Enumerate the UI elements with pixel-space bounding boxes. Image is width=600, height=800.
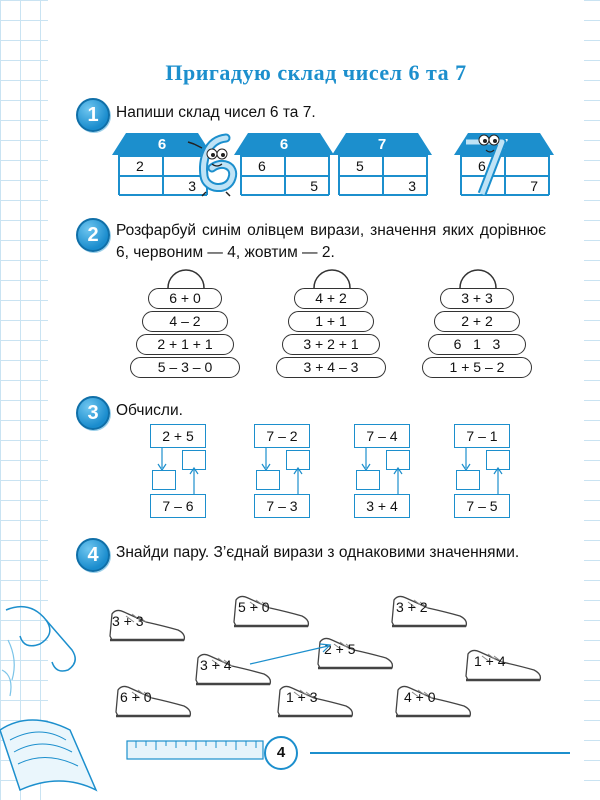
flow-arrows xyxy=(352,446,412,496)
workbook-page xyxy=(48,0,584,800)
expression-box: 2 + 5 xyxy=(150,424,206,448)
house-cell[interactable] xyxy=(339,176,383,196)
sneaker-card[interactable] xyxy=(230,588,312,632)
pyramid-ring[interactable]: 6 1 3 xyxy=(428,334,526,355)
ruler-illustration xyxy=(126,740,266,762)
pyramid-ring[interactable]: 4 + 2 xyxy=(294,288,368,309)
sneaker-expression: 1 + 4 xyxy=(474,653,506,669)
expression-box: 7 – 2 xyxy=(254,424,310,448)
house-cell[interactable] xyxy=(285,156,329,176)
house-cell[interactable]: 6 xyxy=(461,156,505,176)
task-2-text: Розфарбуй синім олівцем вирази, значення яких дорівнює 6, червоним — 4, жовтим — 2. xyxy=(116,222,546,261)
flow-arrows xyxy=(252,446,312,496)
number-six-character-illustration xyxy=(186,132,252,198)
house-cell[interactable] xyxy=(383,156,427,176)
pyramid-ring[interactable]: 2 + 1 + 1 xyxy=(136,334,234,355)
task-3-text: Обчисли. xyxy=(116,402,183,419)
pyramid-ring[interactable]: 1 + 5 – 2 xyxy=(422,357,532,378)
expression-box: 7 – 4 xyxy=(354,424,410,448)
house-roof-number: 7 xyxy=(377,136,387,153)
house-cell[interactable]: 3 xyxy=(383,176,427,196)
sneaker-expression: 2 + 5 xyxy=(324,641,356,657)
flow-arrows xyxy=(452,446,512,496)
flow-arrows xyxy=(148,446,208,496)
house-cell[interactable]: 5 xyxy=(339,156,383,176)
pyramid-ring[interactable]: 3 + 3 xyxy=(440,288,514,309)
book-scroll-decoration xyxy=(0,600,110,800)
pyramid-ring[interactable]: 4 – 2 xyxy=(142,311,228,332)
sneaker-card[interactable] xyxy=(462,642,544,686)
ring-pyramid-3 xyxy=(422,262,534,380)
sneaker-expression: 3 + 4 xyxy=(200,657,232,673)
house-cell[interactable]: 3 xyxy=(163,176,207,196)
task-4-text: Знайди пару. З’єднай вирази з однаковими значеннями. xyxy=(116,544,520,561)
sneaker-card[interactable] xyxy=(388,588,470,632)
pyramid-ring[interactable]: 6 + 0 xyxy=(148,288,222,309)
pyramid-ring[interactable]: 3 + 2 + 1 xyxy=(282,334,380,355)
pyramid-ring[interactable]: 3 + 4 – 3 xyxy=(276,357,386,378)
expression-box: 7 – 3 xyxy=(254,494,310,518)
sneaker-expression: 1 + 3 xyxy=(286,689,318,705)
house-cell[interactable]: 5 xyxy=(285,176,329,196)
sneaker-card[interactable] xyxy=(392,678,474,722)
expression-box: 7 – 5 xyxy=(454,494,510,518)
expression-box: 3 + 4 xyxy=(354,494,410,518)
expression-box: 7 – 1 xyxy=(454,424,510,448)
house-roof-number: 6 xyxy=(279,136,289,153)
task-number-1: 1 xyxy=(76,98,110,132)
ring-pyramid-2 xyxy=(276,262,388,380)
task-number-3: 3 xyxy=(76,396,110,430)
task-1-text: Напиши склад чисел 6 та 7. xyxy=(116,104,316,121)
task-number-4: 4 xyxy=(76,538,110,572)
pyramid-ring[interactable]: 1 + 1 xyxy=(288,311,374,332)
house-cell[interactable]: 7 xyxy=(505,176,549,196)
sneaker-expression: 4 + 0 xyxy=(404,689,436,705)
page-number: 4 xyxy=(264,736,298,770)
house-cell[interactable] xyxy=(119,176,163,196)
footer-line xyxy=(310,752,570,756)
sneaker-card[interactable] xyxy=(274,678,356,722)
sneaker-expression: 6 + 0 xyxy=(120,689,152,705)
sneaker-card[interactable] xyxy=(112,678,194,722)
pyramid-ring[interactable]: 5 – 3 – 0 xyxy=(130,357,240,378)
house-cell[interactable]: 2 xyxy=(119,156,163,176)
expression-box: 7 – 6 xyxy=(150,494,206,518)
number-house-3 xyxy=(332,133,432,195)
number-seven-character-illustration xyxy=(460,134,510,198)
example-connection-arrow xyxy=(248,640,338,670)
house-roof-number: 6 xyxy=(157,136,167,153)
task-number-2: 2 xyxy=(76,218,110,252)
page-title: Пригадую склад чисел 6 та 7 xyxy=(165,60,467,85)
house-roof-number: 7 xyxy=(499,136,509,153)
house-cell[interactable] xyxy=(505,156,549,176)
ring-pyramid-1 xyxy=(130,262,242,380)
sneaker-expression: 3 + 2 xyxy=(396,599,428,615)
house-cell[interactable]: 6 xyxy=(241,156,285,176)
sneaker-expression: 3 + 3 xyxy=(112,613,144,629)
sneaker-expression: 5 + 0 xyxy=(238,599,270,615)
sneaker-card[interactable] xyxy=(106,602,188,646)
pyramid-ring[interactable]: 2 + 2 xyxy=(434,311,520,332)
